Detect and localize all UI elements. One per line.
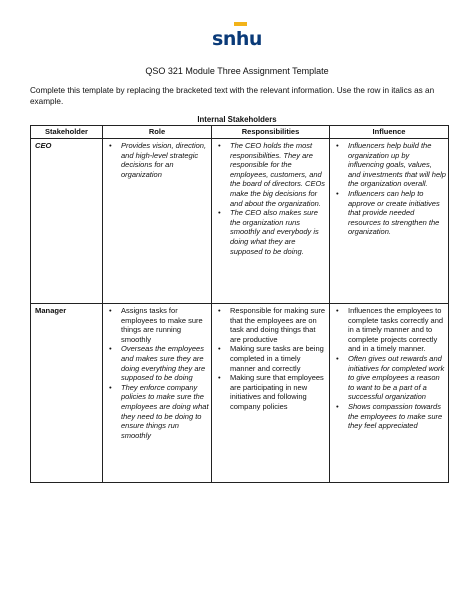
snhu-logo	[0, 28, 474, 50]
table-caption: Internal Stakeholders	[197, 115, 277, 124]
responsibilities-list	[214, 306, 327, 412]
influence-item: • Shows compassion towards the employees to make sure they feel appreciated	[348, 402, 446, 431]
table-row	[31, 139, 449, 304]
header-responsibilities: Responsibilities	[212, 126, 330, 139]
header-role: Role	[103, 126, 212, 139]
role-list	[105, 141, 209, 179]
header-influence: Influence	[330, 126, 449, 139]
logo-wordmark	[212, 28, 262, 50]
responsibilities-cell	[212, 304, 330, 483]
responsibility-item: • Making sure that employees are participating in new initiatives and following company policies	[230, 373, 327, 411]
role-list	[105, 306, 209, 440]
role-item: • Overseas the employees and makes sure they are doing everything they are supposed to be doing	[121, 344, 209, 382]
responsibility-item: • Responsible for making sure that the employees are on task and doing things that are productive	[230, 306, 327, 344]
role-item: • They enforce company policies to make sure the employees are doing what they need to be doing to ensure things run smoothly	[121, 383, 209, 441]
influence-item: • Influences the employees to complete tasks correctly and in a timely manner and to complete projects correctly and in a timely manner.	[348, 306, 446, 354]
stakeholder-table	[30, 125, 449, 483]
influence-cell	[330, 139, 449, 304]
responsibilities-list	[214, 141, 327, 256]
role-cell	[103, 139, 212, 304]
responsibility-item: • Making sure tasks are being completed in a timely manner and correctly	[230, 344, 327, 373]
instructions-text: Complete this template by replacing the bracketed text with the relevant information. Use the row in italics as an example.	[30, 86, 435, 106]
influence-item: • Influencers can help to approve or create initiatives that provide needed resources to strengthen the organization.	[348, 189, 446, 237]
logo-text: snhu	[212, 28, 262, 50]
influence-item: • Influencers help build the organization up by influencing goals, values, and investments that will help the organization overall.	[348, 141, 446, 189]
document-title: QSO 321 Module Three Assignment Template	[145, 66, 329, 76]
table-header-row	[31, 126, 449, 139]
table-row	[31, 304, 449, 483]
role-item: • Provides vision, direction, and high-level strategic decisions for an organization	[121, 141, 209, 179]
stakeholder-cell: Manager	[31, 304, 103, 483]
role-item: • Assigns tasks for employees to make sure things are running smoothly	[121, 306, 209, 344]
responsibilities-cell	[212, 139, 330, 304]
influence-item: • Often gives out rewards and initiatives for completed work to give employees a reason to want to be a part of a successful organization	[348, 354, 446, 402]
responsibility-item: • The CEO also makes sure the organization runs smoothly and everybody is doing what they are supposed to be doing.	[230, 208, 327, 256]
influence-list	[332, 306, 446, 431]
logo-accent-bar	[234, 22, 247, 26]
role-cell	[103, 304, 212, 483]
stakeholder-cell: CEO	[31, 139, 103, 304]
influence-list	[332, 141, 446, 237]
influence-cell	[330, 304, 449, 483]
header-stakeholder: Stakeholder	[31, 126, 103, 139]
responsibility-item: • The CEO holds the most responsibilities. They are responsible for the employees, customers, and the board of directors. CEOs make the big decisions for and about the organization.	[230, 141, 327, 208]
